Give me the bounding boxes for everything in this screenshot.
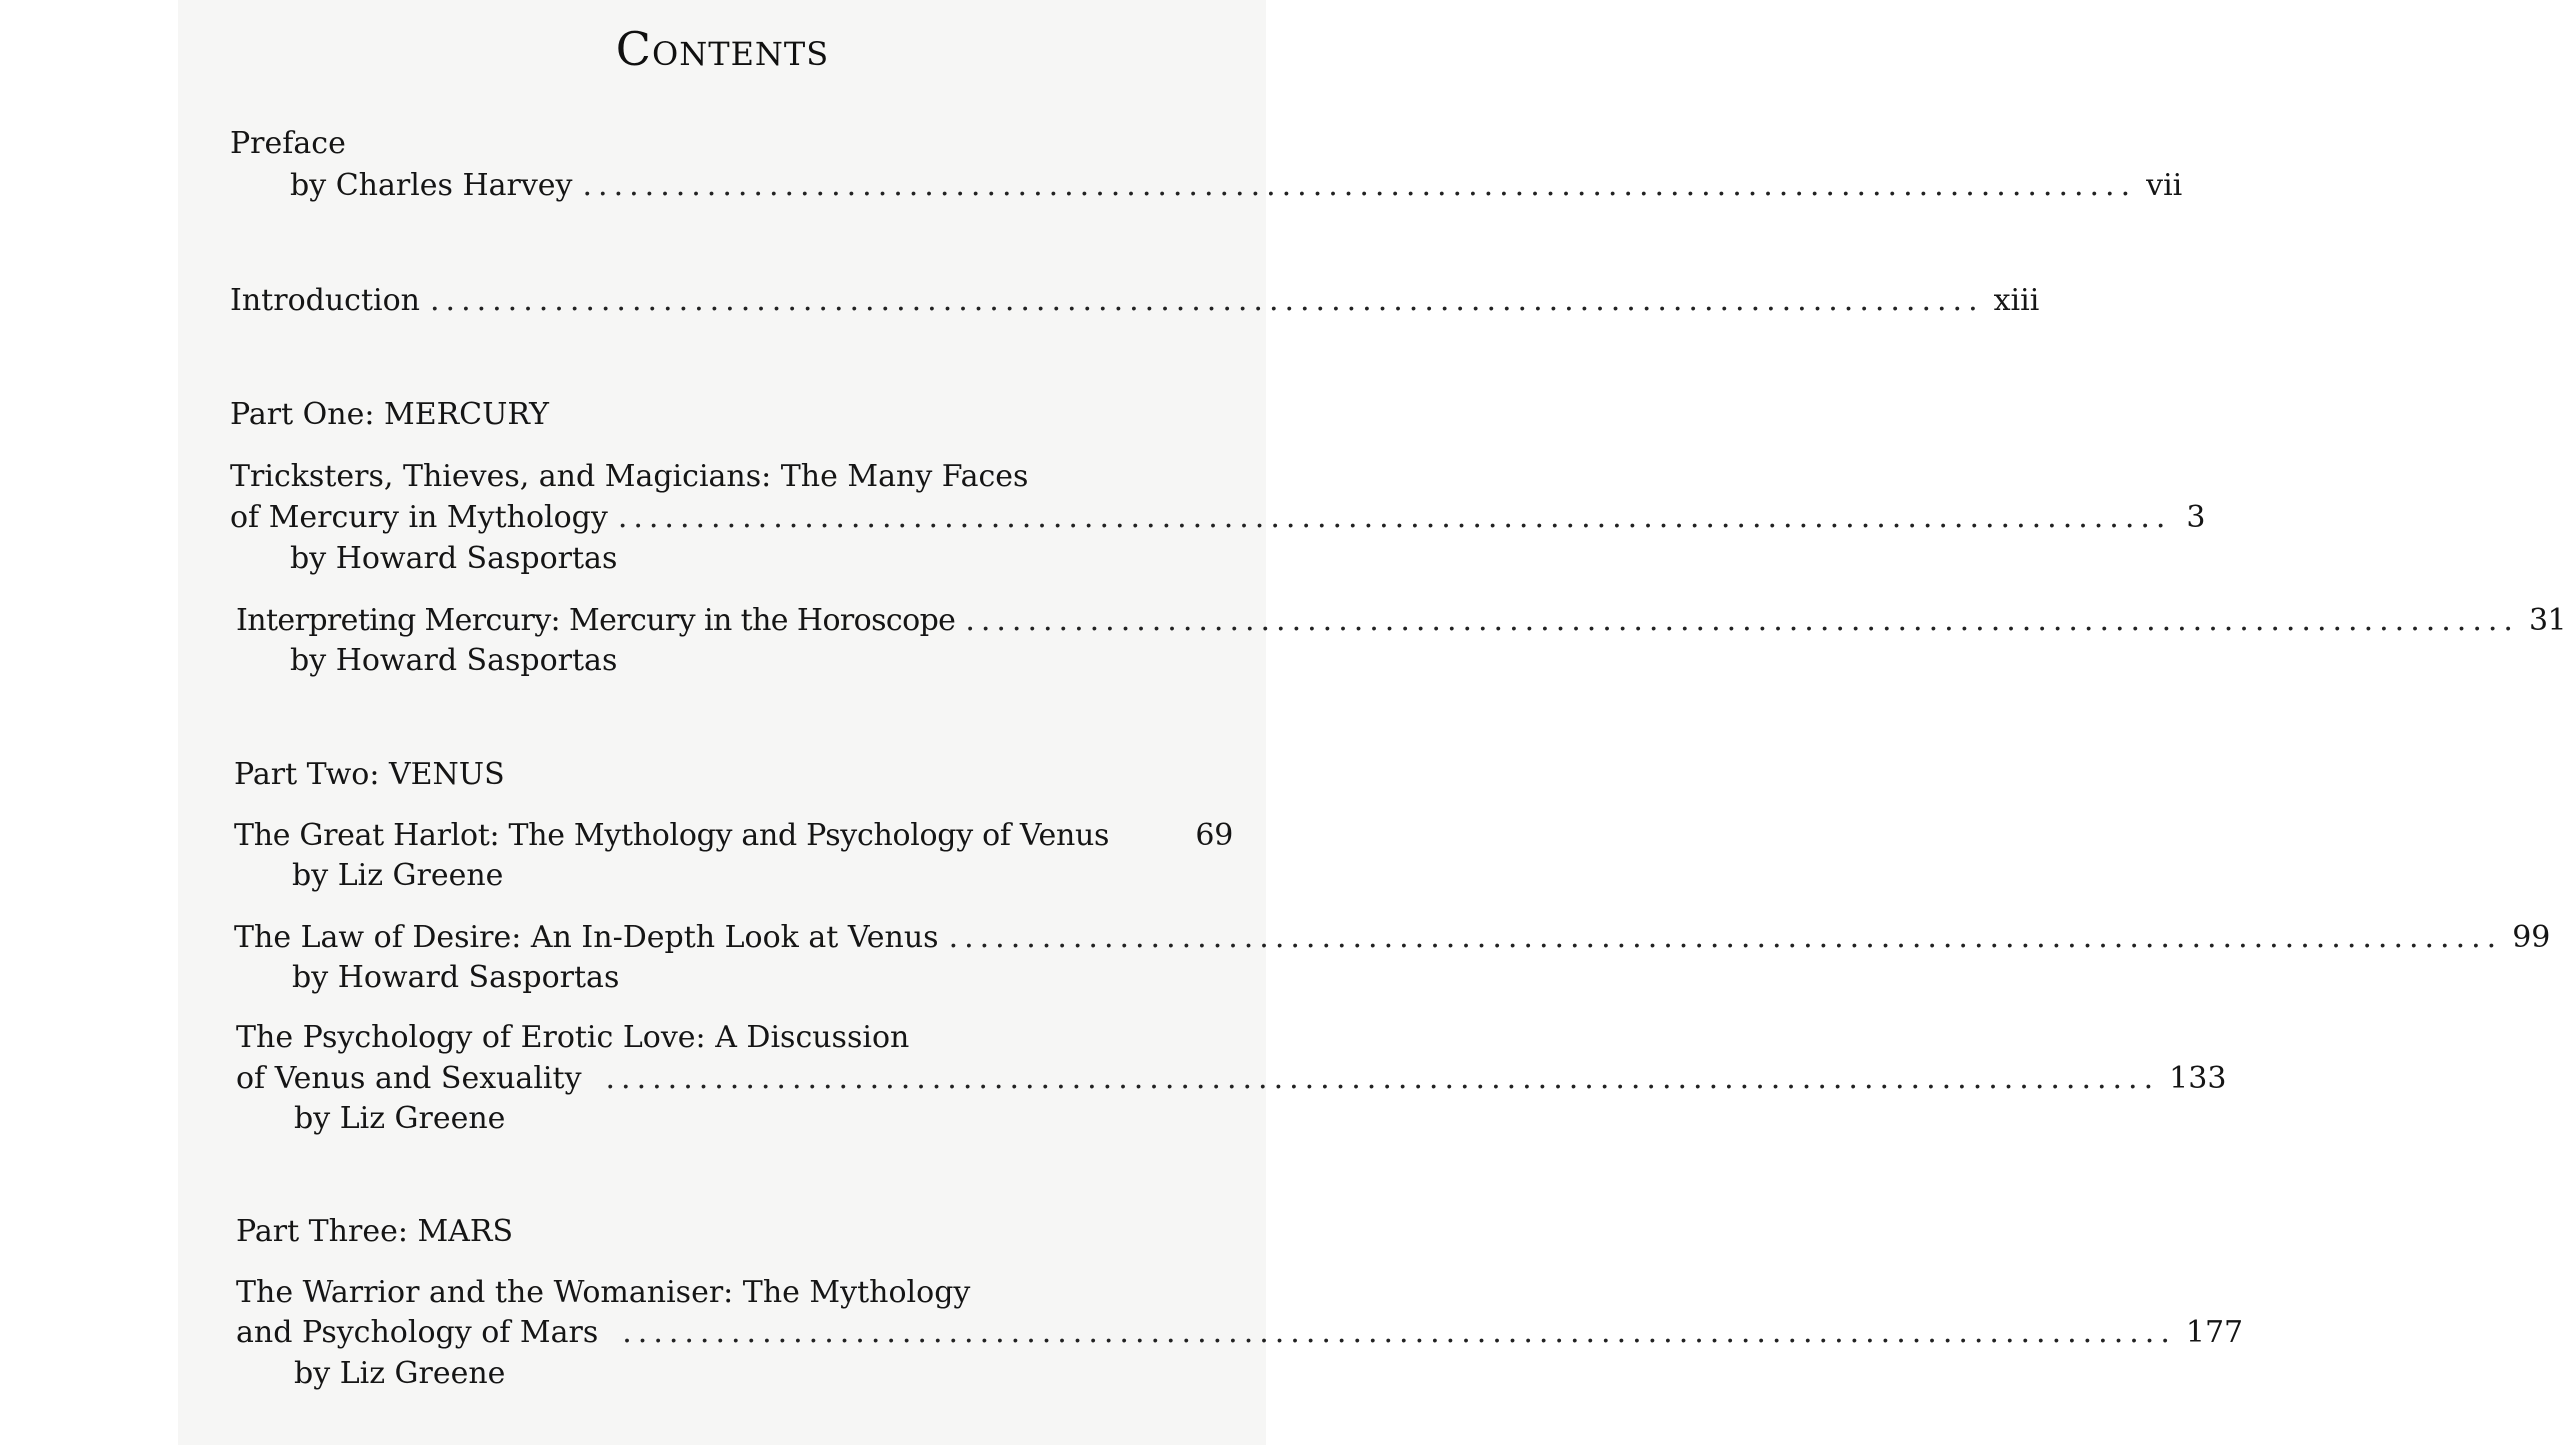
introduction-page: xiii <box>1993 283 2040 318</box>
part-three-title: Part Three: MARS <box>236 1214 514 1249</box>
entry-tricksters-page: 3 <box>2186 500 2206 535</box>
entry-warrior-page: 177 <box>2185 1315 2244 1350</box>
entry-warrior-line1[interactable]: The Warrior and the Womaniser: The Mythology <box>236 1275 971 1310</box>
entry-great-harlot-byline: by Liz Greene <box>292 858 504 893</box>
leader-dots: .................................................................................................... <box>622 1315 2176 1350</box>
leader-dots: .................................................................................................... <box>430 283 1984 318</box>
entry-erotic-love-line1[interactable]: The Psychology of Erotic Love: A Discussion <box>236 1020 910 1055</box>
entry-tricksters-byline: by Howard Sasportas <box>290 541 618 576</box>
part-one-title: Part One: MERCURY <box>230 397 549 432</box>
leader-dots: .................................................................................................... <box>948 920 2503 955</box>
leader-dots: .................................................................................................... <box>965 603 2519 638</box>
entry-law-of-desire[interactable] <box>234 918 2551 958</box>
entry-law-of-desire-byline: by Howard Sasportas <box>292 960 620 995</box>
entry-tricksters[interactable] <box>230 498 2206 538</box>
entry-warrior[interactable] <box>236 1313 2244 1353</box>
part-two-title: Part Two: VENUS <box>234 757 505 792</box>
preface-entry[interactable] <box>290 166 2183 206</box>
entry-erotic-love[interactable] <box>236 1059 2227 1099</box>
entry-law-of-desire-page: 99 <box>2512 920 2551 955</box>
entry-interpreting-mercury-page: 31 <box>2528 603 2566 638</box>
entry-tricksters-line1[interactable]: Tricksters, Thieves, and Magicians: The Many Faces <box>230 459 1029 494</box>
preface-byline: by Charles Harvey <box>290 168 573 203</box>
entry-tricksters-line2: of Mercury in Mythology <box>230 500 608 535</box>
contents-heading: Contents <box>615 22 830 76</box>
entry-law-of-desire-title: The Law of Desire: An In-Depth Look at Venus <box>234 920 939 955</box>
entry-great-harlot-page: 69 <box>1195 818 1233 853</box>
entry-warrior-byline: by Liz Greene <box>294 1356 506 1391</box>
entry-erotic-love-line2: of Venus and Sexuality <box>236 1061 582 1096</box>
entry-interpreting-mercury[interactable] <box>236 601 2566 641</box>
entry-erotic-love-page: 133 <box>2169 1061 2227 1096</box>
entry-interpreting-mercury-title: Interpreting Mercury: Mercury in the Horoscope <box>236 603 956 638</box>
entry-interpreting-mercury-byline: by Howard Sasportas <box>290 643 618 678</box>
entry-great-harlot[interactable] <box>234 816 1233 856</box>
leader-dots: .................................................................................................... <box>605 1061 2160 1096</box>
introduction-entry[interactable] <box>230 281 2040 321</box>
leader-dots: .................................................................................................... <box>617 500 2172 535</box>
introduction-label: Introduction <box>230 283 420 318</box>
leader-dots: .................................................................................................... <box>582 168 2137 203</box>
entry-great-harlot-title: The Great Harlot: The Mythology and Psychology of Venus <box>234 818 1110 853</box>
entry-erotic-love-byline: by Liz Greene <box>294 1101 506 1136</box>
entry-warrior-line2: and Psychology of Mars <box>236 1315 599 1350</box>
preface-label: Preface <box>230 126 346 161</box>
preface-page: vii <box>2146 168 2183 203</box>
